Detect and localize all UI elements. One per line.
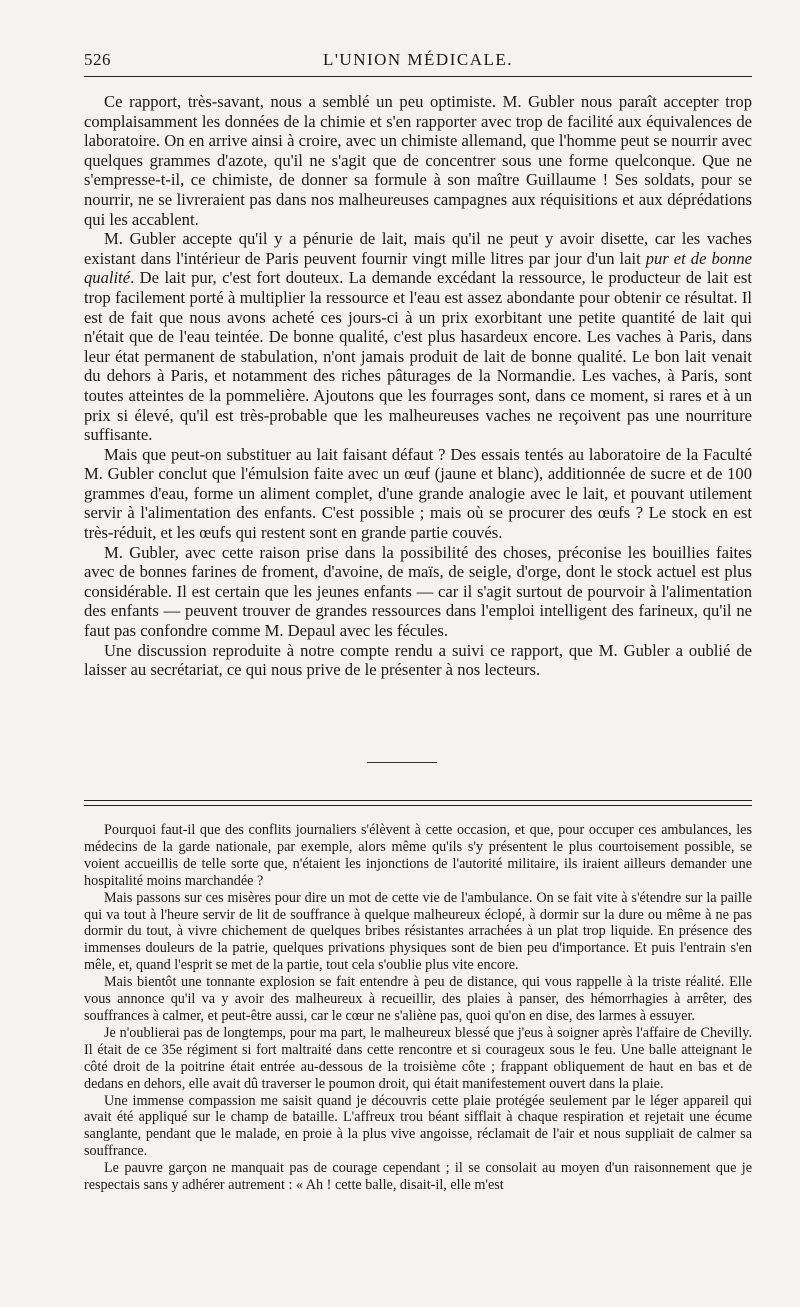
page-header [84,50,752,72]
feuilleton-paragraph: Le pauvre garçon ne manquait pas de courage cependant ; il se consolait au moyen d'un raisonnement que je respectais sans y adhérer autrement : « Ah ! cette balle, disait-il, elle m'est [84,1160,752,1194]
main-article [84,92,752,680]
paragraph: Ce rapport, très-savant, nous a semblé un peu optimiste. M. Gubler nous paraît accepter trop complaisamment les données de la chimie et s'en rapporter avec trop de facilité aux équivalences de laboratoire. On en arrive ainsi à croire, avec un chimiste allemand, que l'homme peut se nourrir avec quelques grammes d'azote, qu'il ne s'agit que de concentrer sous une forme quelconque. Que ne s'empresse-t-il, ce chimiste, de donner sa formule à son maître Guillaume ! Ses soldats, pour se nourrir, ne se livreraient pas dans nos malheureuses campagnes aux réquisitions et aux déprédations qui les accablent. [84,92,752,229]
text-run: . De lait pur, c'est fort douteux. La demande excédant la ressource, le producteur de lait est trop facilement porté à multiplier la ressource et l'eau est assez abondante pour obtenir ce résultat. Il est de fait que nous avons acheté ces jours-ci à un prix exorbitant une petite quantité de lait qui n'était que de l'eau teintée. De bonne qualité, c'est plus hasardeux encore. Les vaches à Paris, dans leur état permanent de stabulation, n'ont jamais produit de lait de bonne qualité. Le bon lait venait du dehors à Paris, et notamment des riches pâturages de la Normandie. Les vaches, à Paris, sont toutes atteintes de la pommelière. Ajoutons que les fourrages sont, dans ce moment, si rares et à un prix si élevé, qu'il est très-probable que les malheureuses vaches ne reçoivent pas une nourriture suffisante. [84,268,752,445]
feuilleton-paragraph: Mais passons sur ces misères pour dire un mot de cette vie de l'ambulance. On se fait vite à s'étendre sur la paille qui va tout à l'heure servir de lit de souffrance à quelque malheureux éclopé, à dormir sur la dure ou même à ne pas dormir du tout, à vivre chichement de quelques bribes résistantes arrachées à un plat trop liquide. En présence des immenses douleurs de la patrie, quelques privations physiques sont de bien peu d'importance. Et puis l'entrain s'en mêle, et, quand l'esprit se met de la partie, tout cela s'oublie plus vite encore. [84,889,752,974]
feuilleton-section [84,822,752,1194]
paragraph: M. Gubler, avec cette raison prise dans la possibilité des choses, préconise les bouillies faites avec de bonnes farines de froment, d'avoine, de maïs, de seigle, d'orge, dont le stock actuel est plus considérable. Il est certain que les jeunes enfants — car il s'agit surtout de pourvoir à l'alimentation des enfants — peuvent trouver de grandes ressources dans l'emploi intelligent des farineux, qu'il ne faut pas confondre comme M. Depaul avec les fécules. [84,542,752,641]
section-separator [367,762,437,763]
paragraph: Mais que peut-on substituer au lait faisant défaut ? Des essais tentés au laboratoire de la Faculté M. Gubler conclut que l'émulsion faite avec un œuf (jaune et blanc), additionnée de sucre et de 100 grammes d'eau, forme un aliment complet, d'une grande analogie avec le lait, et pouvant utilement servir à l'alimentation des enfants. C'est possible ; mais où se procurer des œufs ? Le stock en est très-réduit, et les œufs qui restent sont en grande partie couvés. [84,444,752,543]
running-title: L'UNION MÉDICALE. [322,50,514,69]
feuilleton-rule-bottom [84,805,752,806]
paragraph [84,229,752,445]
header-rule [84,76,752,77]
feuilleton-paragraph: Mais bientôt une tonnante explosion se fait entendre à peu de distance, qui vous rappelle à la triste réalité. Elle vous annonce qu'il va y avoir des malheureux à recueillir, des plaies à panser, des hémorrhagies à arrêter, des souffrances à calmer, et peut-être aussi, car le cœur ne s'aliène pas, quoi qu'on en dise, des larmes à essuyer. [84,974,752,1024]
page-number: 526 [84,50,111,69]
paragraph: Une discussion reproduite à notre compte rendu a suivi ce rapport, que M. Gubler a oublié de laisser au secrétariat, ce qui nous prive de le présenter à nos lecteurs. [84,640,752,680]
feuilleton-paragraph: Je n'oublierai pas de longtemps, pour ma part, le malheureux blessé que j'eus à soigner après l'affaire de Chevilly. Il était de ce 35e régiment si fort maltraité dans cette rencontre et si courageux sous le feu. Une balle atteignant le côté droit de la poitrine était entrée au-dessous de la troisième côte ; frappant obliquement de haut en bas et de dedans en dehors, elle avait dû traverser le poumon droit, qui était manifestement ouvert dans la plaie. [84,1024,752,1092]
italic-phrase: pur et de bonne qualité [84,248,753,288]
feuilleton-rule-top [84,800,752,801]
feuilleton-paragraph: Pourquoi faut-il que des conflits journaliers s'élèvent à cette occasion, et que, pour occuper ces ambulances, les médecins de la garde nationale, par exemple, alors même qu'ils s'y présentent le plus courtoisement possible, se voient accueillis de telle sorte que, n'étaient les injonctions de l'autorité militaire, ils iraient ailleurs demander une hospitalité moins marchandée ? [84,822,752,889]
text-run: M. Gubler accepte qu'il y a pénurie de lait, mais qu'il ne peut y avoir disette, car les vaches existant dans l'intérieur de Paris peuvent fournir vingt mille litres par jour d'un lait [84,229,752,268]
feuilleton-paragraph: Une immense compassion me saisit quand je découvris cette plaie protégée seulement par le léger appareil qui avait été appliqué sur le champ de bataille. L'affreux trou béant sifflait à chaque respiration et rejetait une écume sanglante, pendant que le malade, en proie à la plus vive angoisse, réclamait de l'air et nous suppliait de calmer sa souffrance. [84,1092,752,1160]
